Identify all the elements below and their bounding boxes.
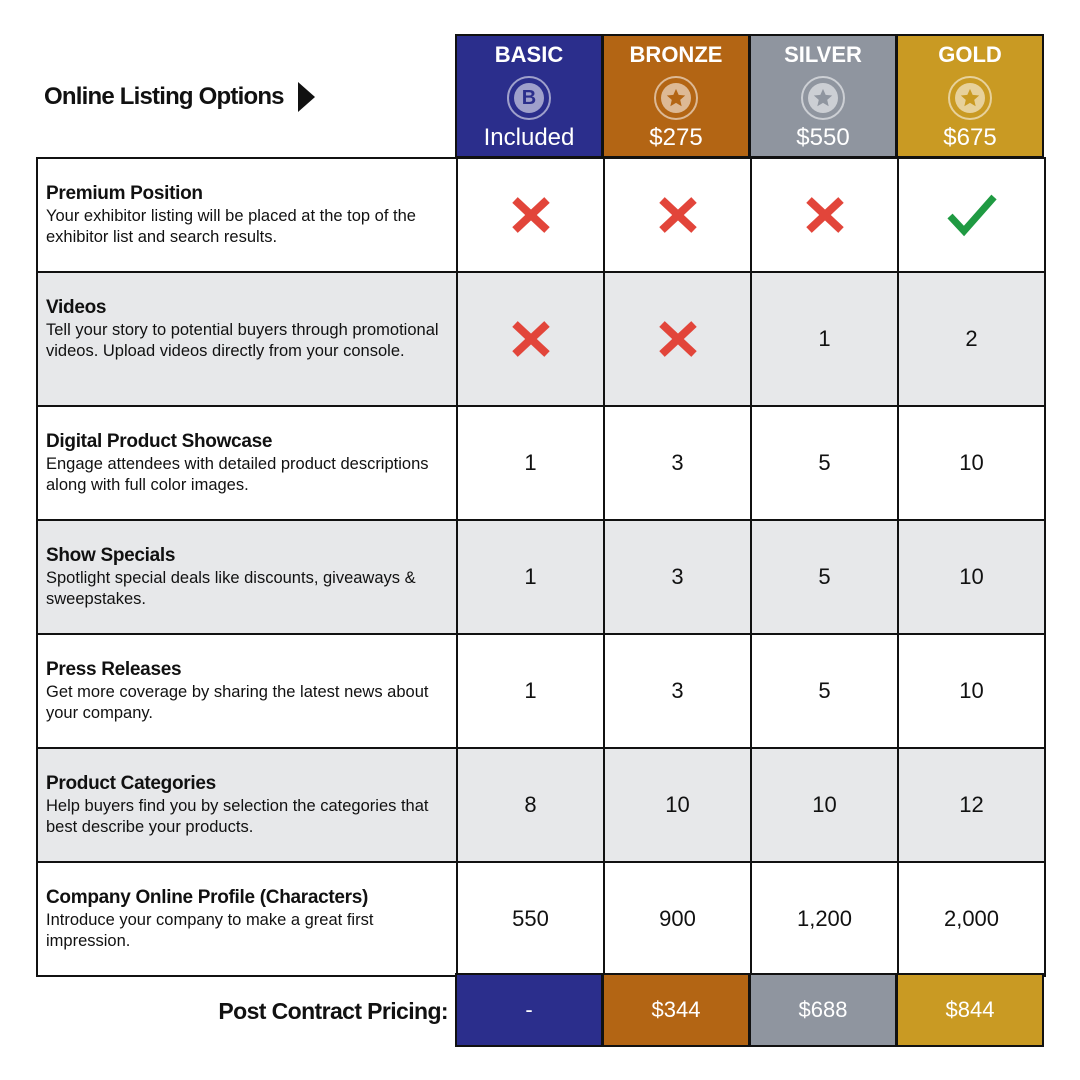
feature-row: [37, 272, 1045, 406]
feature-name: Show Specials: [46, 545, 176, 566]
feature-value-gold: 10: [898, 406, 1045, 520]
feature-value-bronze: 900: [604, 862, 751, 976]
feature-value-silver: 1,200: [751, 862, 898, 976]
page-title: [44, 82, 315, 112]
letter-b-icon: [507, 76, 551, 120]
tier-name: SILVER: [784, 42, 862, 67]
tier-header-gold: [896, 34, 1044, 158]
feature-value-silver: 5: [751, 406, 898, 520]
feature-description: Introduce your company to make a great first impression.: [46, 911, 374, 950]
post-contract-price-basic: -: [455, 973, 603, 1047]
post-contract-price-silver: $688: [749, 973, 897, 1047]
feature-description-cell: [37, 634, 457, 748]
tier-header-bronze: [602, 34, 750, 158]
feature-description-cell: [37, 520, 457, 634]
feature-description-cell: [37, 862, 457, 976]
not-included-cross-icon: [457, 272, 604, 406]
feature-name: Press Releases: [46, 659, 182, 680]
feature-description: Tell your story to potential buyers through promotional videos. Upload videos directly from your console.: [46, 321, 439, 360]
feature-description: Help buyers find you by selection the categories that best describe your products.: [46, 797, 429, 836]
feature-value-basic: 1: [457, 634, 604, 748]
feature-value-silver: 1: [751, 272, 898, 406]
tier-name: GOLD: [938, 42, 1002, 67]
not-included-cross-icon: [604, 272, 751, 406]
tier-name: BRONZE: [629, 42, 723, 67]
feature-row: [37, 158, 1045, 272]
feature-name: Videos: [46, 297, 107, 318]
not-included-cross-icon: [604, 158, 751, 272]
tier-price: Included: [483, 124, 575, 151]
tier-price: $675: [943, 124, 997, 151]
feature-value-silver: 5: [751, 520, 898, 634]
tier-name: BASIC: [494, 42, 564, 67]
feature-description-cell: [37, 406, 457, 520]
page-title-text: Online Listing Options: [44, 83, 284, 110]
tier-price: $550: [796, 124, 850, 151]
feature-value-gold: 2,000: [898, 862, 1045, 976]
feature-value-gold: 2: [898, 272, 1045, 406]
feature-name: Company Online Profile (Characters): [46, 887, 369, 908]
star-icon: [801, 76, 845, 120]
not-included-cross-icon: [457, 158, 604, 272]
feature-row: [37, 406, 1045, 520]
feature-value-bronze: 10: [604, 748, 751, 862]
triangle-arrow-icon: [298, 82, 315, 112]
not-included-cross-icon: [751, 158, 898, 272]
tier-price: $275: [649, 124, 703, 151]
star-icon: [654, 76, 698, 120]
feature-name: Premium Position: [46, 183, 203, 204]
feature-value-gold: 12: [898, 748, 1045, 862]
feature-description-cell: [37, 748, 457, 862]
feature-value-basic: 8: [457, 748, 604, 862]
feature-row: [37, 862, 1045, 976]
feature-description: Get more coverage by sharing the latest news about your company.: [46, 683, 429, 722]
feature-name: Digital Product Showcase: [46, 431, 273, 452]
feature-value-bronze: 3: [604, 520, 751, 634]
tier-header-silver: [749, 34, 897, 158]
feature-description-cell: [37, 158, 457, 272]
post-contract-label: Post Contract Pricing:: [218, 998, 448, 1024]
feature-value-basic: 1: [457, 406, 604, 520]
star-icon: [948, 76, 992, 120]
feature-value-gold: 10: [898, 520, 1045, 634]
feature-description: Your exhibitor listing will be placed at the top of the exhibitor list and search results.: [46, 207, 416, 246]
post-contract-price-bronze: $344: [602, 973, 750, 1047]
post-contract-price-gold: $844: [896, 973, 1044, 1047]
feature-description: Spotlight special deals like discounts, giveaways & sweepstakes.: [46, 569, 416, 608]
feature-value-silver: 10: [751, 748, 898, 862]
feature-value-silver: 5: [751, 634, 898, 748]
feature-description: Engage attendees with detailed product descriptions along with full color images.: [46, 455, 429, 494]
feature-row: [37, 634, 1045, 748]
included-check-icon: [898, 158, 1045, 272]
feature-row: [37, 748, 1045, 862]
feature-value-bronze: 3: [604, 634, 751, 748]
feature-description-cell: [37, 272, 457, 406]
feature-name: Product Categories: [46, 773, 216, 794]
feature-value-basic: 550: [457, 862, 604, 976]
feature-value-bronze: 3: [604, 406, 751, 520]
badge-letter: B: [521, 87, 537, 109]
feature-value-basic: 1: [457, 520, 604, 634]
feature-row: [37, 520, 1045, 634]
feature-table: [36, 157, 1046, 977]
tier-header-basic: [455, 34, 603, 158]
feature-value-gold: 10: [898, 634, 1045, 748]
